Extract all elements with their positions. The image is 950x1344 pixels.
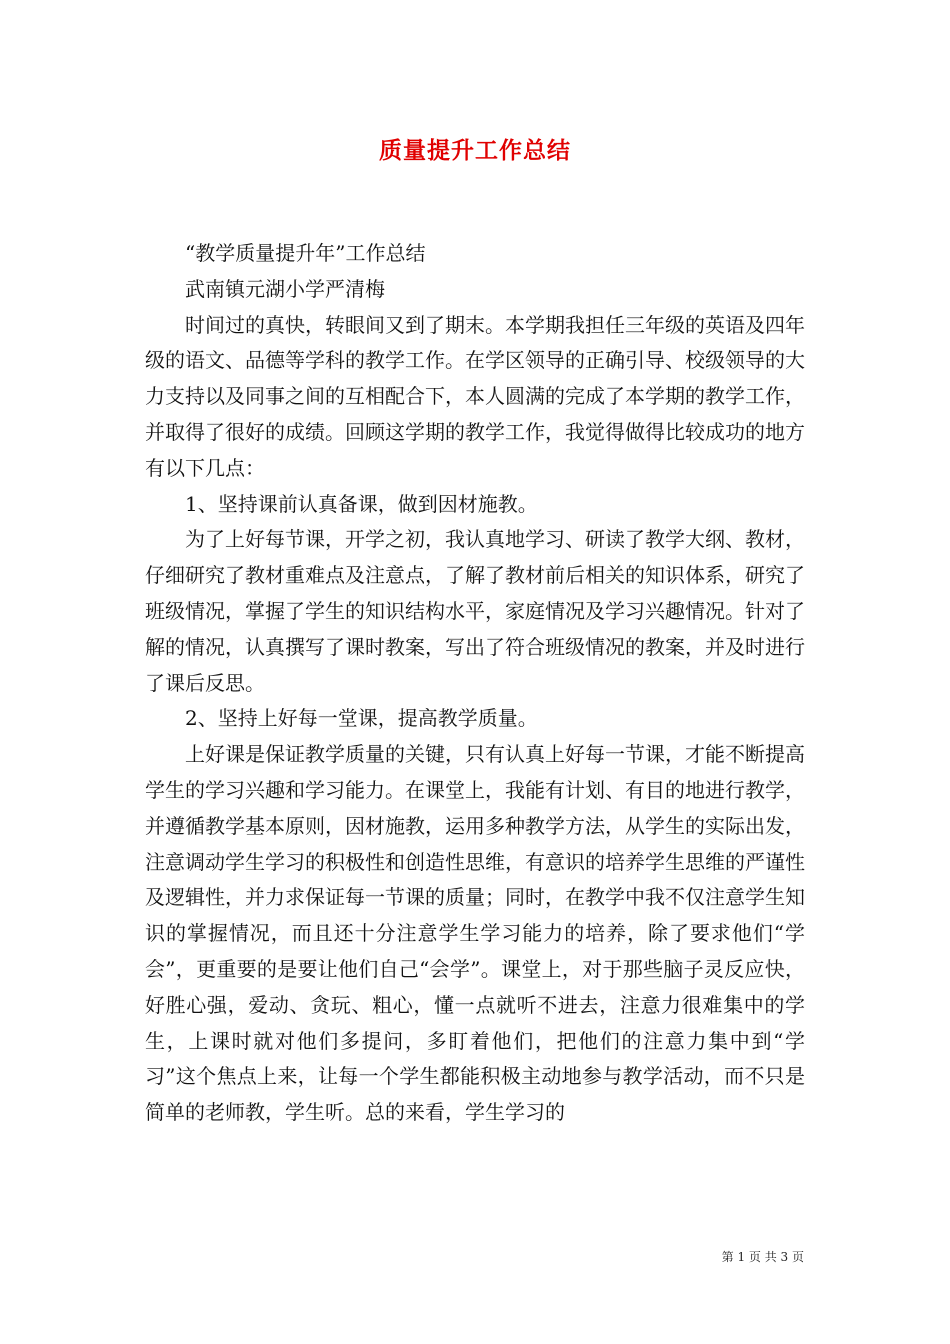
- section-paragraph-2: 上好课是保证教学质量的关键，只有认真上好每一节课，才能不断提高学生的学习兴趣和学习能力。在课堂上，我能有计划、有目的地进行教学，并遵循教学基本原则，因材施教，运用多种教学方法，从学生的实际出发，注意调动学生学习的积极性和创造性思维，有意识的培养学生思维的严谨性及逻辑性，并力求保证每一节课的质量；同时，在教学中我不仅注意学生知识的掌握情况，而且还十分注意学生学习能力的培养，除了要求他们“学会”，更重要的是要让他们自己“会学”。课堂上，对于那些脑子灵反应快，好胜心强，爱动、贪玩、粗心，懂一点就听不进去，注意力很难集中的学生，上课时就对他们多提问，多盯着他们，把他们的注意力集中到“学习”这个焦点上来，让每一个学生都能积极主动地参与教学活动，而不只是简单的老师教，学生听。总的来看，学生学习的: [145, 742, 805, 1125]
- page-number: 第 1 页 共 3 页: [721, 1250, 804, 1264]
- section-paragraph-1: 为了上好每节课，开学之初，我认真地学习、研读了教学大纲、教材，仔细研究了教材重难点及注意点，了解了教材前后相关的知识体系，研究了班级情况，掌握了学生的知识结构水平，家庭情况及学习兴趣情况。针对了解的情况，认真撰写了课时教案，写出了符合班级情况的教案，并及时进行了课后反思。: [145, 527, 805, 695]
- section-heading-1: 1、坚持课前认真备课，做到因材施教。: [185, 491, 538, 516]
- section-heading-2: 2、坚持上好每一堂课，提高教学质量。: [185, 706, 538, 731]
- subtitle-paragraph: “教学质量提升年”工作总结: [185, 241, 426, 265]
- author-paragraph: 武南镇元湖小学严清梅: [185, 276, 385, 301]
- document-title: 质量提升工作总结: [379, 137, 571, 164]
- intro-paragraph: 时间过的真快，转眼间又到了期末。本学期我担任三年级的英语及四年级的语文、品德等学科的教学工作。在学区领导的正确引导、校级领导的大力支持以及同事之间的互相配合下，本人圆满的完成了本学期的教学工作，并取得了很好的成绩。回顾这学期的教学工作，我觉得做得比较成功的地方有以下几点：: [145, 312, 805, 480]
- document-body: [145, 236, 805, 1131]
